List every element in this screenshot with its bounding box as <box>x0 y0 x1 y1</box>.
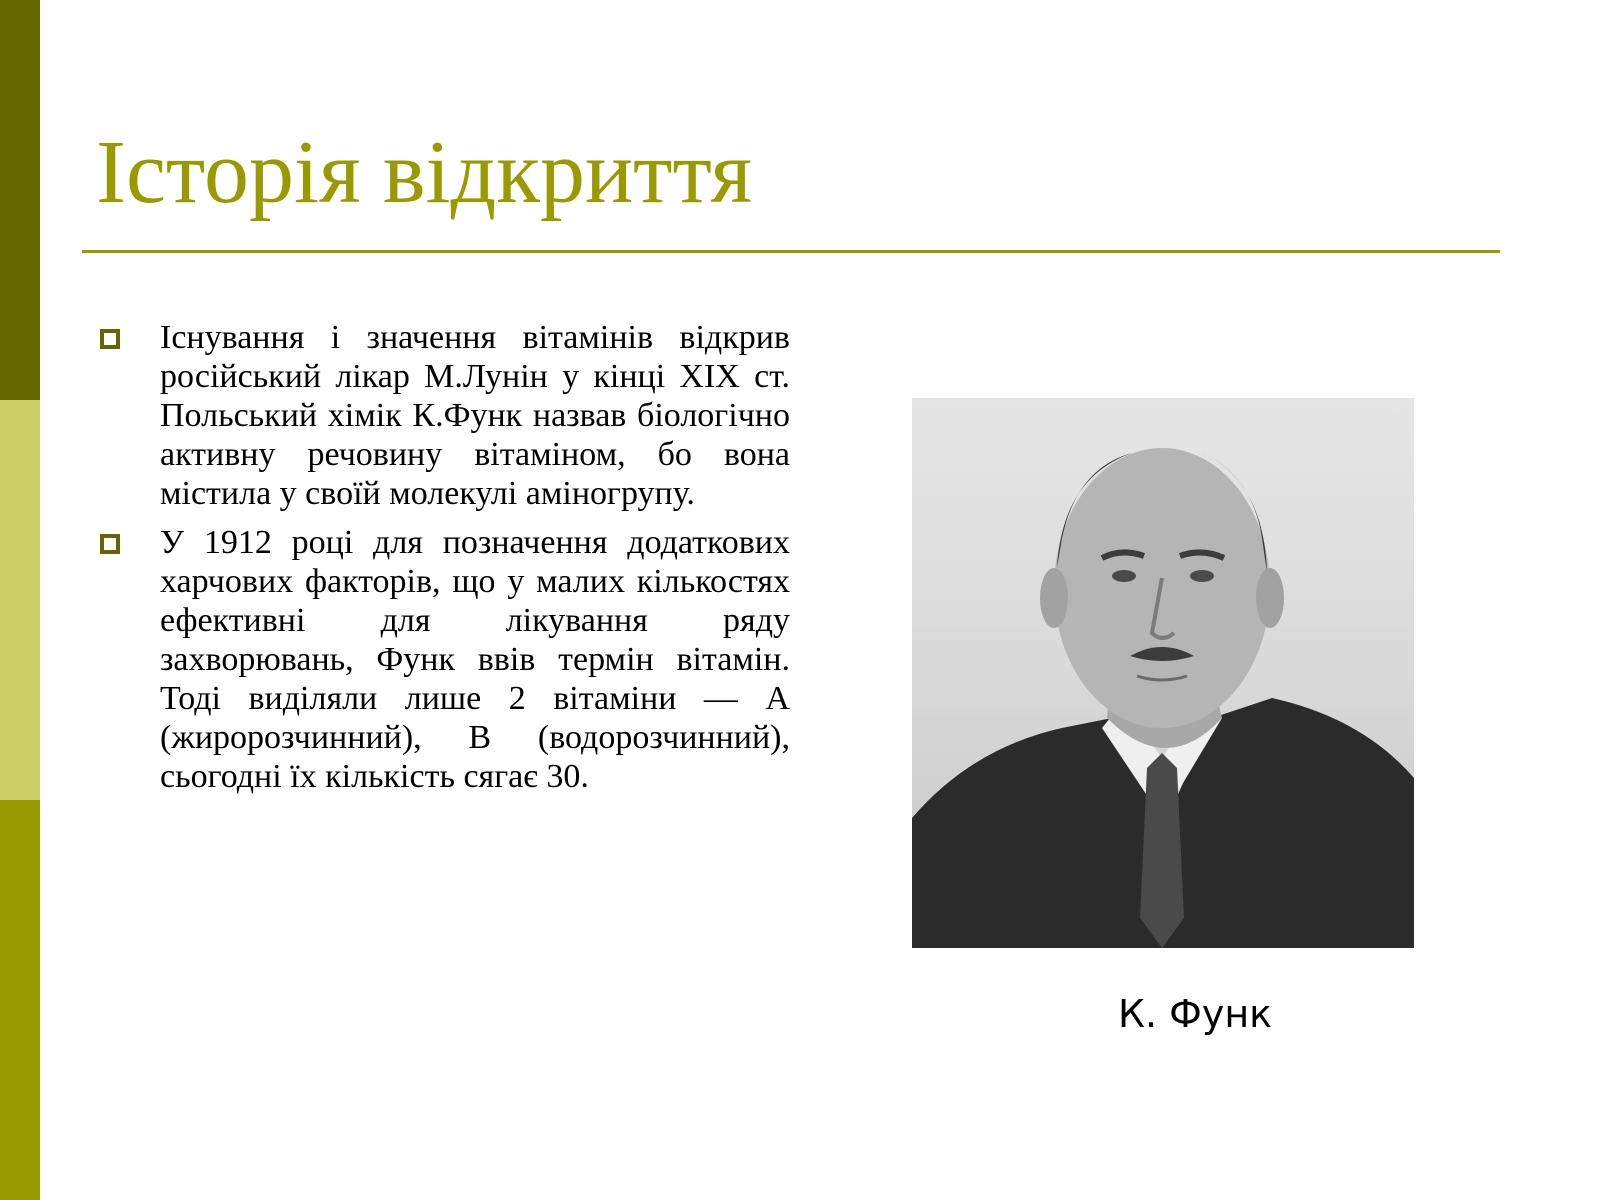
title-divider <box>82 250 1500 253</box>
bullet-text: Існування і значення вітамінів відкрив російський лікар М.Лунін у кінці XIX ст. Польський хімік К.Функ назвав біологічно активну речовину вітаміном, бо вона містила у своїй молекулі аміногрупу. <box>160 319 790 512</box>
slide-title: Історія відкриття <box>96 123 753 222</box>
bullet-item <box>100 523 790 796</box>
photo-caption: К. Функ <box>1118 992 1273 1036</box>
hollow-square-bullet-icon <box>100 329 120 349</box>
portrait-photo <box>912 398 1414 948</box>
side-bar-bottom <box>0 800 40 1200</box>
bullet-text: У 1912 році для позначення додаткових харчових факторів, що у малих кількостях ефективні для лікування ряду захворювань, Функ ввів термін вітамін. Тоді виділяли лише 2 вітаміни — А (жиророзчинний), В (водорозчинний), сьогодні їх кількість сягає 30. <box>160 524 790 795</box>
bullet-list <box>100 318 790 806</box>
side-bar-middle <box>0 400 40 800</box>
hollow-square-bullet-icon <box>100 534 120 554</box>
bullet-item <box>100 318 790 513</box>
portrait-illustration <box>912 398 1414 948</box>
side-bar-top <box>0 0 40 400</box>
